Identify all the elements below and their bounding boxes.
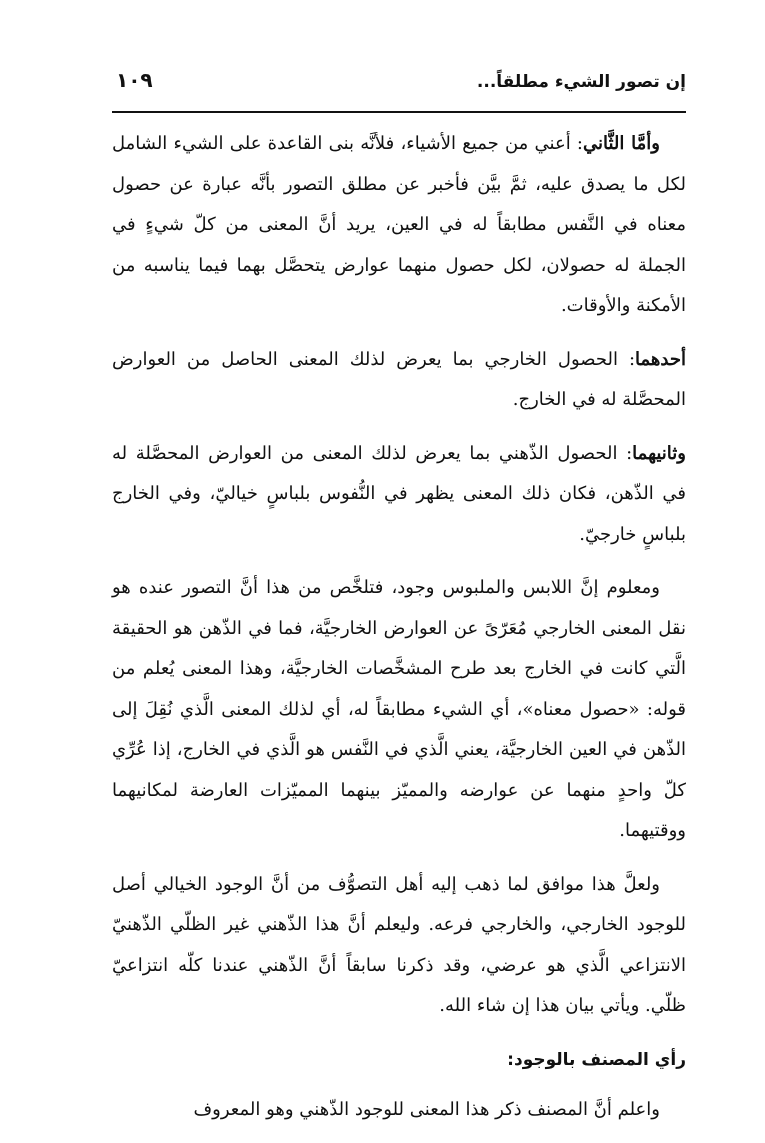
paragraph-text: : أعني من جميع الأشياء، فلأنَّه بنى القاعدة على الشيء الشامل لكل ما يصدق عليه، ثمَّ بيَّن فأخبر عن مطلق التصور بأنَّه عبارة عن حصول معناه في النَّفس مطابقاً له في العين، يريد أنَّ المعنى من كلّ شيءٍ في الجملة له حصولان، لكل حصول منهما عوارض يتحصَّل بهما فيما يناسبه من الأمكنة والأوقات. <box>112 133 686 316</box>
paragraph-text: : الحصول الذّهني بما يعرض لذلك المعنى من العوارض المحصَّلة له في الذّهن، فكان ذلك المعنى يظهر في النُّفوس بلباسٍ خياليّ، وفي الخارج بلباسٍ خارجيّ. <box>112 442 686 545</box>
paragraph-5 <box>112 865 686 1027</box>
paragraph-lead: أحدهما <box>635 348 686 370</box>
paragraph-lead: وأمَّا الثَّاني <box>583 133 660 154</box>
paragraph-2 <box>112 340 686 421</box>
paragraph-lead: وثانيهما <box>632 442 686 464</box>
paragraph-text: : الحصول الخارجي بما يعرض لذلك المعنى الحاصل من العوارض المحصَّلة له في الخارج. <box>112 348 686 410</box>
paragraph-1 <box>112 124 686 327</box>
body-text <box>112 124 686 1143</box>
page-number: ١٠٩ <box>116 68 153 92</box>
section-heading: رأي المصنف بالوجود: <box>507 1049 686 1070</box>
header-rule <box>112 111 686 113</box>
paragraph-4 <box>112 568 686 852</box>
paragraph-text: واعلم أنَّ المصنف ذكر هذا المعنى للوجود الذّهني وهو المعروف <box>193 1098 660 1120</box>
paragraph-3 <box>112 434 686 556</box>
running-title: إن تصور الشيء مطلقاً... <box>476 72 686 92</box>
paragraph-text: ولعلَّ هذا موافق لما ذهب إليه أهل التصوُّف من أنَّ الوجود الخيالي أصل للوجود الخارجي، والخارجي فرعه. وليعلم أنَّ هذا الذّهني غير الظلّي الذّهنيّ الانتزاعي الَّذي هو عرضي، وقد ذكرنا سابقاً أنَّ الذّهني عندنا كلّه انتزاعيّ ظلّي. ويأتي بيان هذا إن شاء الله. <box>112 873 686 1016</box>
paragraph-6 <box>112 1090 686 1131</box>
paragraph-text: ومعلوم إنَّ اللابس والملبوس وجود، فتلخَّص من هذا أنَّ التصور عنده هو نقل المعنى الخارجي مُعَرّىً عن العوارض الخارجيَّة، فما في الذّهن هو الحقيقة الَّتي كانت في الخارج بعد طرح المشخَّصات الخارجيَّة، وهذا المعنى يُعلم من قوله: «حصول معناه»، أي الشيء مطابقاً له، أي لذلك المعنى الَّذي نُقِلَ إلى الذّهن في العين الخارجيَّة، يعني الَّذي في النَّفس هو الَّذي في الخارج، إذا عُرِّي كلّ واحدٍ منهما عن عوارضه والمميّز بينهما المميّزات العارضة لمكانيهما ووقتيهما. <box>112 577 686 841</box>
running-header <box>112 62 686 108</box>
